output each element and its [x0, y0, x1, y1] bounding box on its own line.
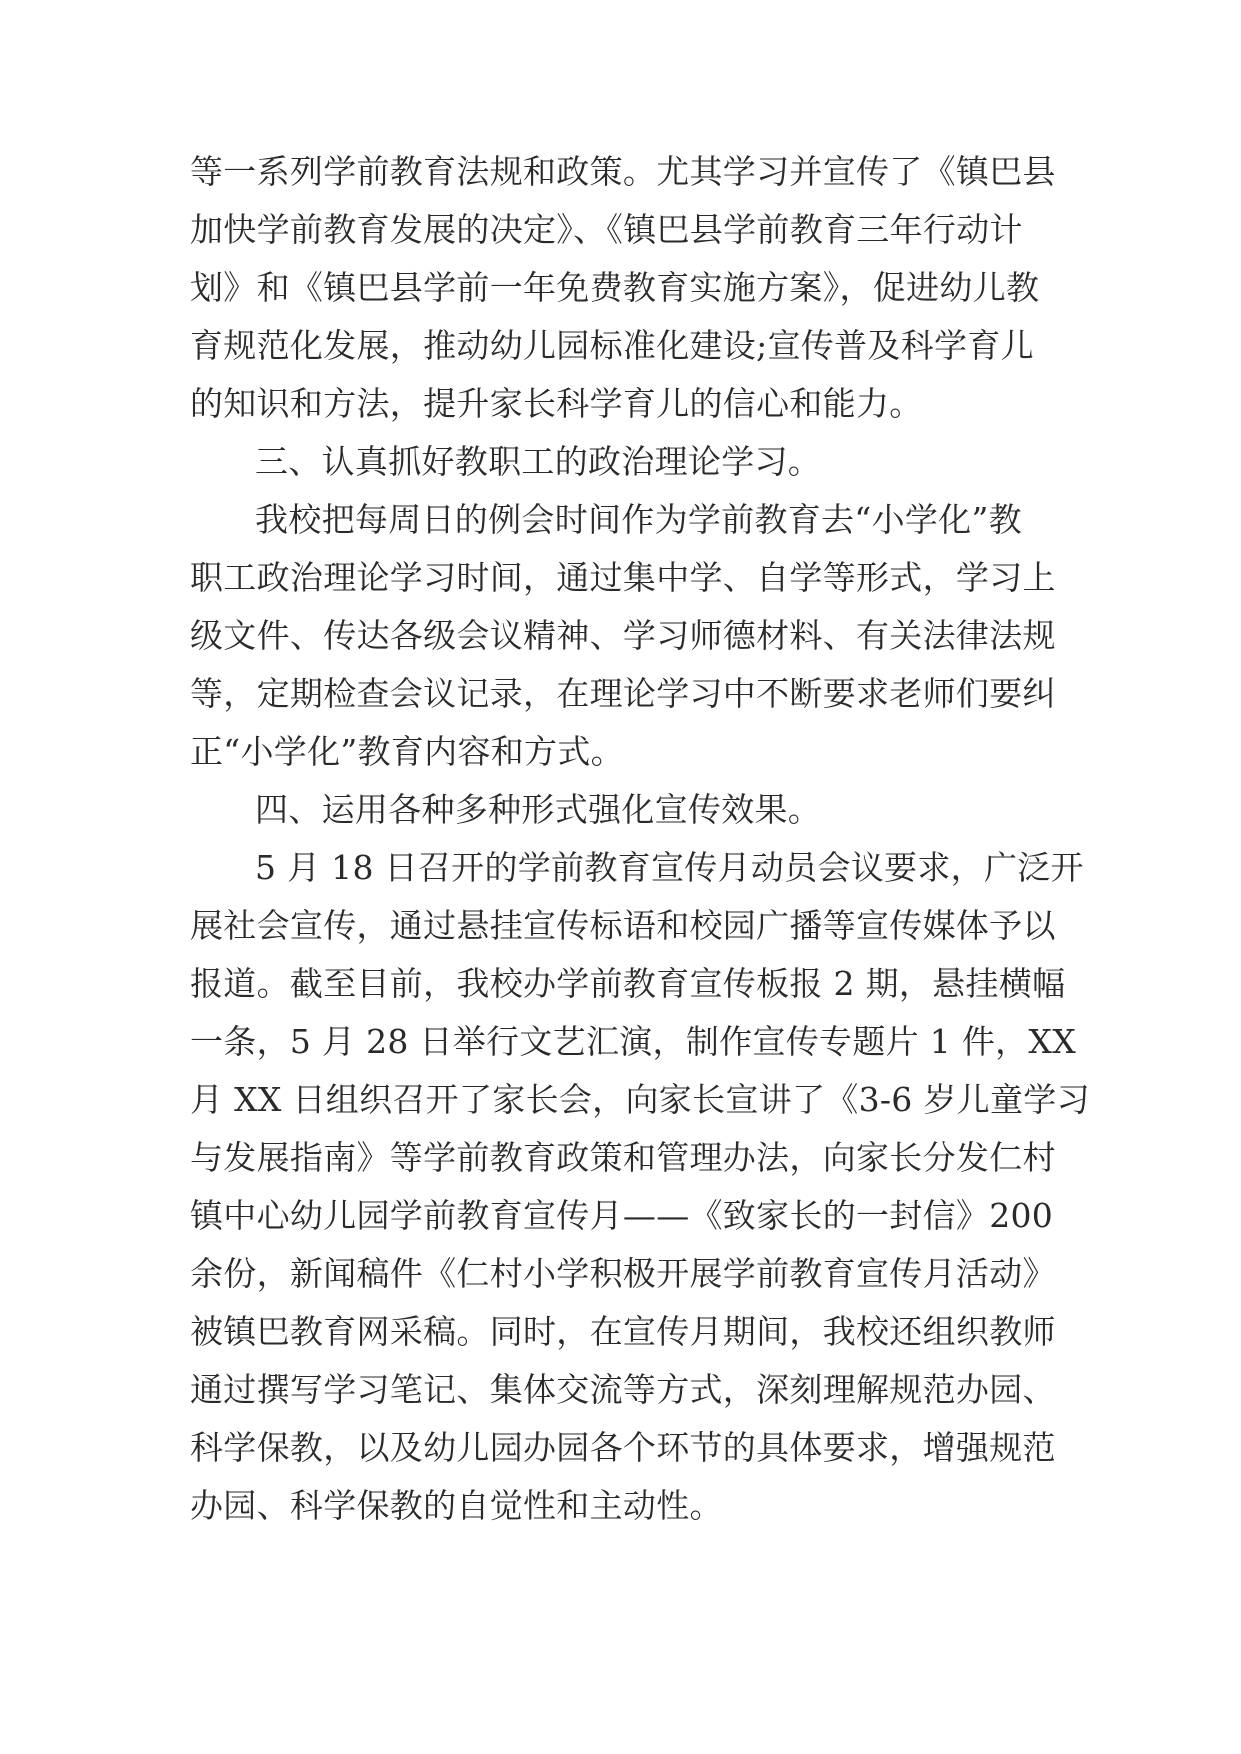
text-line: 的知识和方法，提升家长科学育儿的信心和能力。	[190, 384, 923, 423]
text-line: 办园、科学保教的自觉性和主动性。	[190, 1486, 723, 1525]
text-line: 展社会宣传，通过悬挂宣传标语和校园广播等宣传媒体予以	[190, 906, 1056, 945]
text-line: 科学保教，以及幼儿园办园各个环节的具体要求，增强规范	[190, 1428, 1056, 1467]
text-line: 级文件、传达各级会议精神、学习师德材料、有关法律法规	[190, 616, 1056, 655]
text-line: 镇中心幼儿园学前教育宣传月——《致家长的一封信》200	[190, 1196, 1054, 1235]
text-line: 月 XX 日组织召开了家长会，向家长宣讲了《3-6 岁儿童学习	[190, 1080, 1090, 1119]
text-line: 加快学前教育发展的决定》、《镇巴县学前教育三年行动计	[190, 210, 1023, 249]
text-line: 正“小学化”教育内容和方式。	[190, 732, 624, 771]
text-line: 一条，5 月 28 日举行文艺汇演，制作宣传专题片 1 件，XX	[190, 1022, 1077, 1061]
text-line: 等，定期检查会议记录，在理论学习中不断要求老师们要纠	[190, 674, 1056, 713]
text-line: 被镇巴教育网采稿。同时，在宣传月期间，我校还组织教师	[190, 1312, 1056, 1351]
text-line: 与发展指南》等学前教育政策和管理办法，向家长分发仁村	[190, 1138, 1056, 1177]
text-line: 等一系列学前教育法规和政策。尤其学习并宣传了《镇巴县	[190, 152, 1056, 191]
text-line: 划》和《镇巴县学前一年免费教育实施方案》，促进幼儿教	[190, 268, 1040, 307]
text-line: 报道。截至目前，我校办学前教育宣传板报 2 期，悬挂横幅	[190, 964, 1066, 1003]
text-line: 5 月 18 日召开的学前教育宣传月动员会议要求，广泛开	[255, 848, 1084, 887]
section-heading: 四、运用各种多种形式强化宣传效果。	[255, 790, 822, 829]
text-line: 育规范化发展，推动幼儿园标准化建设;宣传普及科学育儿	[190, 326, 1034, 365]
text-line: 余份，新闻稿件《仁村小学积极开展学前教育宣传月活动》	[190, 1254, 1056, 1293]
section-heading: 三、认真抓好教职工的政治理论学习。	[255, 442, 822, 481]
text-line: 职工政治理论学习时间，通过集中学、自学等形式，学习上	[190, 558, 1056, 597]
text-line: 我校把每周日的例会时间作为学前教育去“小学化”教	[255, 500, 1022, 539]
text-line: 通过撰写学习笔记、集体交流等方式，深刻理解规范办园、	[190, 1370, 1056, 1409]
